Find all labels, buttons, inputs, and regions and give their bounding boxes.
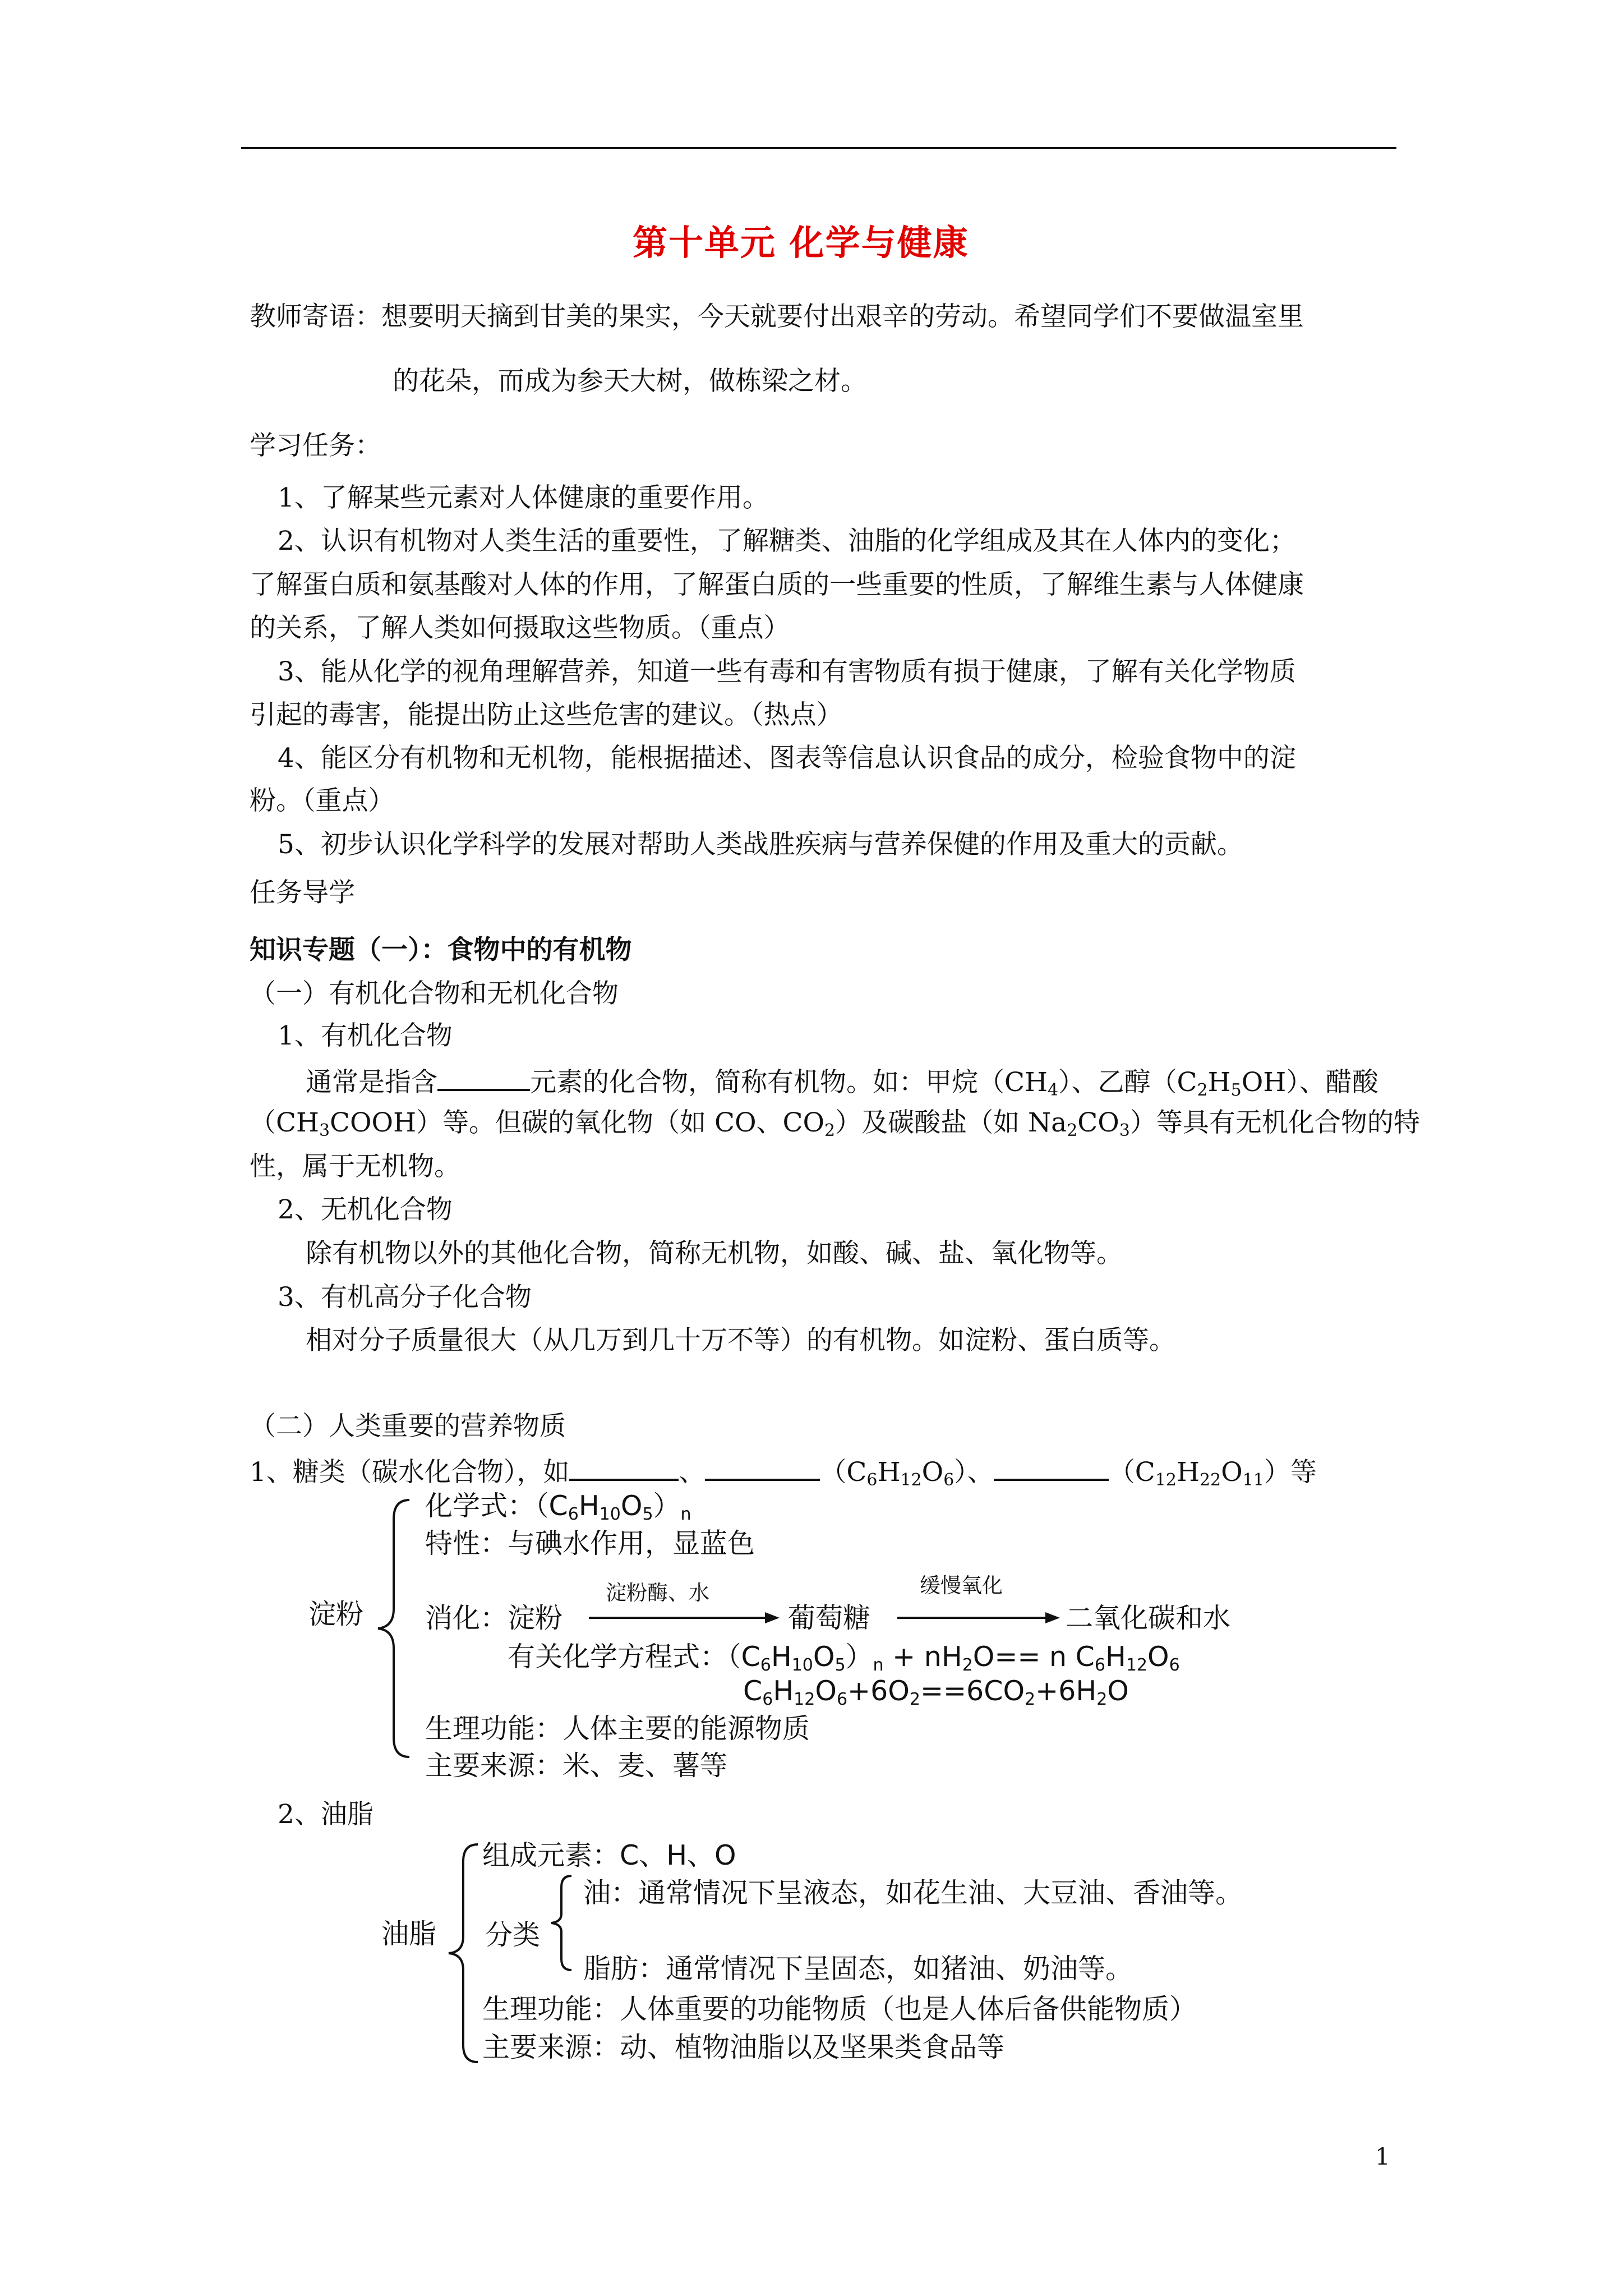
starch-digest-a: 消化：淀粉 [425,1602,563,1634]
fat-oil: 油：通常情况下呈液态，如花生油、大豆油、香油等。 [583,1877,1243,1909]
starch-formula: 化学式：$(C_6H_{10}O_5)_n$ [425,1490,691,1524]
task-item: 3、能从化学的视角理解营养，知道一些有毒和有害物质有损于健康，了解有关化学物质 [278,656,1296,687]
fat-function: 生理功能：人体重要的功能物质（也是人体后备供能物质） [482,1993,1197,2025]
header-rule [241,147,1396,149]
organic-line3: 性，属于无机物。 [250,1151,460,1182]
task-item: 2、认识有机物对人类生活的重要性，了解糖类、油脂的化学组成及其在人体内的变化； [278,526,1296,556]
starch-source: 主要来源：米、麦、薯等 [425,1750,728,1782]
topic1-heading: 知识专题（一）：食物中的有机物 [250,935,632,965]
fat-heading: 2、油脂 [278,1799,374,1830]
task-item: 了解蛋白质和氨基酸对人体的作用，了解蛋白质的一些重要的性质，了解维生素与人体健康 [250,569,1304,600]
fat-label: 油脂 [381,1918,437,1950]
teacher-note-line2: 的花朵，而成为参天大树，做栋梁之材。 [393,366,867,397]
starch-equation2: $C_6H_{12}O_6+6O_2==6CO_2+6H_2O$ [743,1675,1129,1709]
arrow-right-icon [589,1611,780,1625]
organic-heading: 1、有机化合物 [278,1020,453,1051]
inorganic-text: 除有机物以外的其他化合物，简称无机物，如酸、碱、盐、氧化物等。 [306,1238,1123,1269]
starch-function: 生理功能：人体主要的能源物质 [425,1713,810,1745]
fill-blank[interactable] [437,1063,530,1091]
fat-fat: 脂肪：通常情况下呈固态，如猪油、奶油等。 [583,1953,1133,1985]
organic-line1: 通常是指含 元素的化合物，简称有机物。如：甲烷$(CH_4)$、乙醇$(C_2H_5OH)$、醋酸 [306,1063,1378,1099]
starch-digest-c: 二氧化碳和水 [1066,1602,1231,1634]
task-item: 5、初步认识化学科学的发展对帮助人类战胜疾病与营养保健的作用及重大的贡献。 [278,829,1243,860]
task-item: 的关系，了解人类如何摄取这些物质。（重点） [250,613,790,643]
polymer-text: 相对分子质量很大（从几万到几十万不等）的有机物。如淀粉、蛋白质等。 [306,1325,1175,1356]
arrow1-label: 淀粉酶、水 [606,1581,709,1605]
fat-source: 主要来源：动、植物油脂以及坚果类食品等 [482,2031,1005,2063]
starch-label: 淀粉 [308,1598,364,1630]
sugar-line: 1、糖类（碳水化合物），如 、 $(C_6H_{12}O_6)$、 $(C_{12}H_{22}O_{11})$等 [250,1453,1317,1489]
fat-brace [443,1841,482,2065]
task-item: 引起的毒害，能提出防止这些危害的建议。（热点） [250,700,843,730]
guide-heading: 任务导学 [250,877,355,908]
section2-heading: （二）人类重要的营养物质 [250,1411,566,1442]
starch-property: 特性：与碘水作用，显蓝色 [425,1527,755,1559]
fat-class-label: 分类 [485,1919,541,1951]
page-number: 1 [1375,2143,1390,2170]
organic-line2: $(CH_3COOH)$等。但碳的氧化物（如 CO、$CO_2$）及碳酸盐（如 $Na_2CO_3$）等具有无机化合物的特 [250,1107,1420,1140]
fat-class-brace [547,1874,575,1972]
starch-brace [370,1497,415,1760]
polymer-heading: 3、有机高分子化合物 [278,1282,532,1313]
arrow-right-icon [897,1611,1060,1625]
starch-equation1: 有关化学方程式：$(C_6H_{10}O_5)_n + nH_2O== n$ $C_6H_{12}O_6$ [508,1641,1180,1675]
task-item: 1、了解某些元素对人体健康的重要作用。 [278,482,769,513]
page-title: 第十单元 化学与健康 [633,222,969,263]
starch-digest-b: 葡萄糖 [788,1602,871,1634]
inorganic-heading: 2、无机化合物 [278,1194,453,1225]
fill-blank[interactable] [994,1453,1109,1481]
fill-blank[interactable] [569,1453,679,1481]
fill-blank[interactable] [705,1453,820,1481]
task-item: 粉。（重点） [250,785,395,816]
teacher-note-line1: 教师寄语：想要明天摘到甘美的果实，今天就要付出艰辛的劳动。希望同学们不要做温室里 [250,301,1304,332]
section1-heading: （一）有机化合物和无机化合物 [250,978,619,1009]
arrow2-label: 缓慢氧化 [920,1573,1003,1598]
tasks-heading: 学习任务： [250,430,381,461]
task-item: 4、能区分有机物和无机物，能根据描述、图表等信息认识食品的成分，检验食物中的淀 [278,743,1296,774]
fat-elements: 组成元素：C、H、O [482,1839,736,1871]
